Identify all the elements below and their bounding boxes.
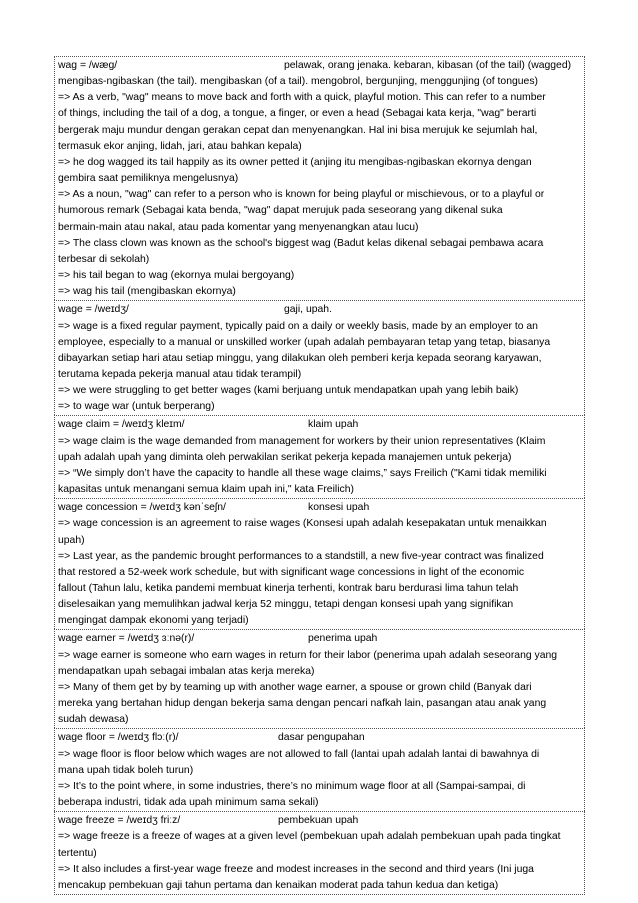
- entry-heading: [58, 302, 582, 318]
- entry-headword: wage claim = /weɪdʒ kleɪm/: [58, 419, 185, 431]
- glossary-entry: [54, 415, 585, 498]
- entry-line: => wage floor is floor below which wages are not allowed to fall (lantai upah adalah lantai di bawahnya di: [58, 748, 540, 760]
- entry-line: => It’s to the point where, in some industries, there’s no minimum wage floor at all (Sampai-sampai, di: [58, 780, 526, 792]
- entry-line: that restored a 52-week work schedule, but with significant wage concessions in light of the economic: [58, 566, 525, 578]
- entry-line: mencakup pembekuan gaji tahun pertama dan kenaikan moderat pada tahun kedua dan ketiga): [58, 879, 499, 891]
- entry-line: terbesar di sekolah): [58, 253, 150, 265]
- entry-line: upah adalah upah yang diminta oleh perwakilan serikat pekerja kepada manajemen untuk pekerja): [58, 451, 512, 463]
- entry-line: sudah dewasa): [58, 714, 129, 726]
- glossary-entry: [54, 300, 585, 415]
- entry-line: => Many of them get by by teaming up with another wage earner, a spouse or grown child (Banyak dari: [58, 681, 532, 693]
- entry-translation: penerima upah: [308, 633, 378, 645]
- entry-heading: [58, 813, 582, 829]
- entry-line: mengingat dampak ekonomi yang terjadi): [58, 615, 249, 627]
- entry-line: mendapatkan upah sebagai imbalan atas kerja mereka): [58, 665, 315, 677]
- entry-heading: [58, 730, 582, 746]
- entry-headword: wage concession = /weɪdʒ kənˈseʃn/: [58, 502, 226, 514]
- glossary-entry: [54, 728, 585, 811]
- entry-line: => As a noun, "wag" can refer to a person who is known for being playful or mischievous, or to a playful or: [58, 189, 545, 201]
- entry-line: => wag his tail (mengibaskan ekornya): [58, 286, 236, 298]
- entry-line: fallout (Tahun lalu, ketika pandemi membuat kinerja terhenti, kontrak baru berdurasi lima tahun telah: [58, 583, 519, 594]
- entry-line: kapasitas untuk menangani semua klaim upah ini," kata Freilich): [58, 484, 354, 496]
- entry-line: mana upah tidak boleh turun): [58, 764, 194, 776]
- entry-translation: pembekuan upah: [278, 815, 359, 827]
- entry-headword: wage = /weɪdʒ/: [58, 304, 129, 316]
- entry-line: => wage concession is an agreement to raise wages (Konsesi upah adalah kesepakatan untuk menaikkan: [58, 518, 547, 530]
- entry-line: mengibas-ngibaskan (the tail). mengibaskan (of a tail). mengobrol, bergunjing, menggunjing (of tongues): [58, 76, 538, 88]
- entry-line: => “We simply don’t have the capacity to handle all these wage claims,” says Freilich ("Kami tidak memiliki: [58, 467, 547, 479]
- entry-translation: pelawak, orang jenaka. kebaran, kibasan (of the tail) (wagged): [284, 60, 572, 71]
- glossary-sheet: [54, 56, 585, 895]
- entry-line: employee, especially to a manual or unskilled worker (upah adalah pembayaran tetap yang tetap, biasanya: [58, 336, 551, 348]
- entry-translation: gaji, upah.: [284, 304, 332, 316]
- entry-translation: dasar pengupahan: [278, 732, 365, 744]
- entry-line: => wage earner is someone who earn wages in return for their labor (penerima upah adalah seseorang yang: [58, 649, 558, 661]
- entry-line: gembira saat pemiliknya mengelusnya): [58, 173, 239, 185]
- entry-line: => wage is a fixed regular payment, typically paid on a daily or weekly basis, made by an employer to an: [58, 320, 538, 332]
- glossary-entry: [54, 56, 585, 300]
- entry-line: => As a verb, "wag" means to move back and forth with a quick, playful motion. This can refer to a number: [58, 92, 546, 104]
- entry-line: upah): [58, 534, 85, 546]
- entry-line: humorous remark (Sebagai kata benda, "wag" dapat merujuk pada seseorang yang dikenal suka: [58, 205, 503, 217]
- entry-heading: [58, 58, 582, 74]
- entry-line: of things, including the tail of a dog, a tongue, a finger, or even a head (Sebagai kata kerja, "wag" berarti: [58, 108, 537, 120]
- entry-line: mereka yang bertahan hidup dengan bekerja sama dengan pencari nafkah lain, pasangan atau anak yang: [58, 698, 547, 710]
- entry-heading: [58, 631, 582, 647]
- entry-line: termasuk ekor anjing, lidah, jari, atau bahkan kepala): [58, 140, 302, 152]
- entry-line: bermain-main atau nakal, atau pada komentar yang menyenangkan atau lucu): [58, 221, 419, 233]
- entry-line: bergerak maju mundur dengan gerakan cepat dan menyenangkan. Hal ini bisa merujuk ke sejumlah hal,: [58, 124, 538, 136]
- entry-heading: [58, 500, 582, 516]
- glossary-entry: [54, 498, 585, 629]
- entry-headword: wage freeze = /weɪdʒ friːz/: [58, 815, 181, 827]
- entry-line: terutama kepada pekerja manual atau tidak terampil): [58, 368, 302, 380]
- entry-line: dibayarkan setiap hari atau setiap minggu, yang dilakukan oleh pemberi kerja kepada seorang karyawan,: [58, 352, 542, 364]
- glossary-entry: [54, 629, 585, 728]
- entry-line: => It also includes a first-year wage freeze and modest increases in the second and third years (Ini juga: [58, 863, 534, 875]
- entry-line: => we were struggling to get better wages (kami berjuang untuk mendapatkan upah yang lebih baik): [58, 385, 519, 397]
- entry-line: => Last year, as the pandemic brought performances to a standstill, a new five-year contract was finalized: [58, 550, 544, 562]
- entry-headword: wage earner = /weɪdʒ ɜːnə(r)/: [58, 633, 195, 645]
- entry-line: => he dog wagged its tail happily as its owner petted it (anjing itu mengibas-ngibaskan ekornya dengan: [58, 156, 532, 168]
- entry-translation: konsesi upah: [308, 502, 370, 514]
- entry-line: => wage freeze is a freeze of wages at a given level (pembekuan upah adalah pembekuan upah pada tingkat: [58, 831, 561, 843]
- entry-headword: wage floor = /weɪdʒ flɔː(r)/: [58, 732, 179, 744]
- entry-line: tertentu): [58, 847, 97, 859]
- entry-line: => The class clown was known as the school's biggest wag (Badut kelas dikenal sebagai pembawa acara: [58, 237, 544, 249]
- entry-line: diselesaikan yang memulihkan jadwal kerja 52 minggu, tetapi dengan konsesi upah yang signifikan: [58, 599, 514, 611]
- entry-heading: [58, 417, 582, 433]
- entry-headword: wag = /wæg/: [58, 60, 118, 71]
- entry-line: => his tail began to wag (ekornya mulai bergoyang): [58, 270, 295, 282]
- entry-line: => to wage war (untuk berperang): [58, 401, 215, 413]
- entry-translation: klaim upah: [308, 419, 359, 431]
- entry-line: beberapa industri, tidak ada upah minimum sama sekali): [58, 797, 319, 809]
- glossary-entry: [54, 811, 585, 895]
- entry-line: => wage claim is the wage demanded from management for workers by their union representatives (Klaim: [58, 435, 546, 447]
